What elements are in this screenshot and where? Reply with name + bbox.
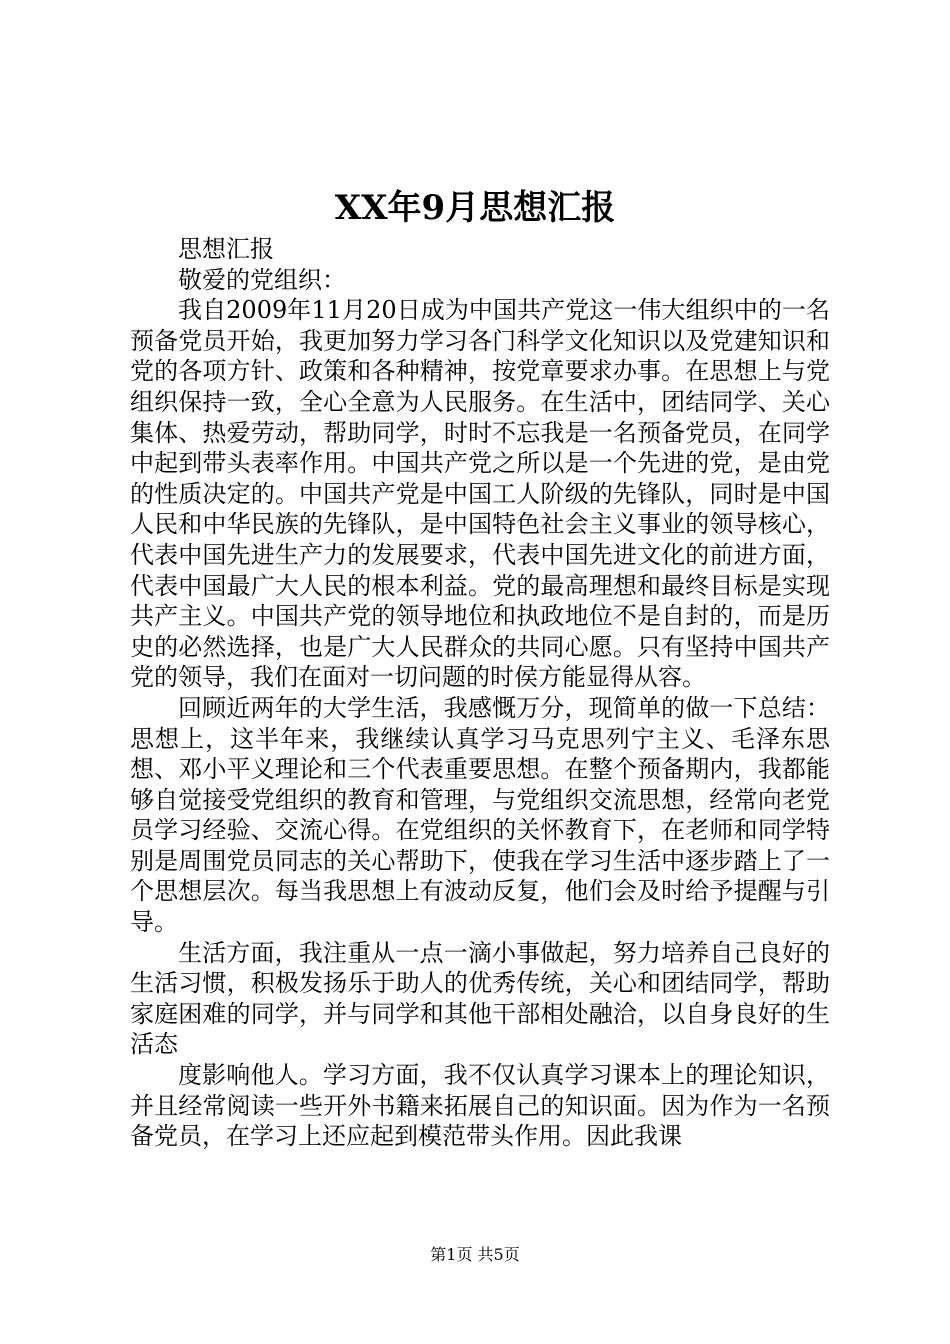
paragraph-body: 回顾近两年的大学生活，我感慨万分，现简单的做一下总结：思想上，这半年来，我继续认真学习马克思列宁主义、毛泽东思想、邓小平义理论和三个代表重要思想。在整个预备期内，我都能够自觉接受党组织的教育和管理，与党组织交流思想，经常向老党员学习经验、交流心得。在党组织的关怀教育下，在老师和同学特别是周围党员同志的关心帮助下，使我在学习生活中逐步踏上了一个思想层次。每当我思想上有波动反复，他们会及时给予提醒与引导。 <box>130 693 830 937</box>
paragraph-body: 度影响他人。学习方面，我不仅认真学习课本上的理论知识，并且经常阅读一些开外书籍来拓展自己的知识面。因为作为一名预备党员，在学习上还应起到模范带头作用。因此我课 <box>130 1061 830 1151</box>
paragraph-body: 我自2009年11月20日成为中国共产党这一伟大组织中的一名预备党员开始，我更加努力学习各门科学文化知识以及党建知识和党的各项方针、政策和各种精神，按党章要求办事。在思想上与党组织保持一致，全心全意为人民服务。在生活中，团结同学、关心集体、热爱劳动，帮助同学，时时不忘我是一名预备党员，在同学中起到带头表率作用。中国共产党之所以是一个先进的党，是由党的性质决定的。中国共产党是中国工人阶级的先锋队，同时是中国人民和中华民族的先锋队，是中国特色社会主义事业的领导核心，代表中国先进生产力的发展要求，代表中国先进文化的前进方面，代表中国最广大人民的根本利益。党的最高理想和最终目标是实现共产主义。中国共产党的领导地位和执政地位不是自封的，而是历史的必然选择，也是广大人民群众的共同心愿。只有坚持中国共产党的领导，我们在面对一切问题的时侯方能显得从容。 <box>130 296 830 692</box>
page-number-footer: 第1页 共5页 <box>430 1245 520 1264</box>
paragraph-salutation: 敬爱的党组织： <box>178 265 346 294</box>
paragraph-heading: 思想汇报 <box>178 235 274 263</box>
document-title: XX年9月思想汇报 <box>334 188 616 228</box>
paragraph-body: 生活方面，我注重从一点一滴小事做起，努力培养自己良好的生活习惯，积极发扬乐于助人的优秀传统，关心和团结同学，帮助家庭困难的同学，并与同学和其他干部相处融洽，以自身良好的生活态 <box>130 938 830 1059</box>
document-body <box>130 234 830 1152</box>
